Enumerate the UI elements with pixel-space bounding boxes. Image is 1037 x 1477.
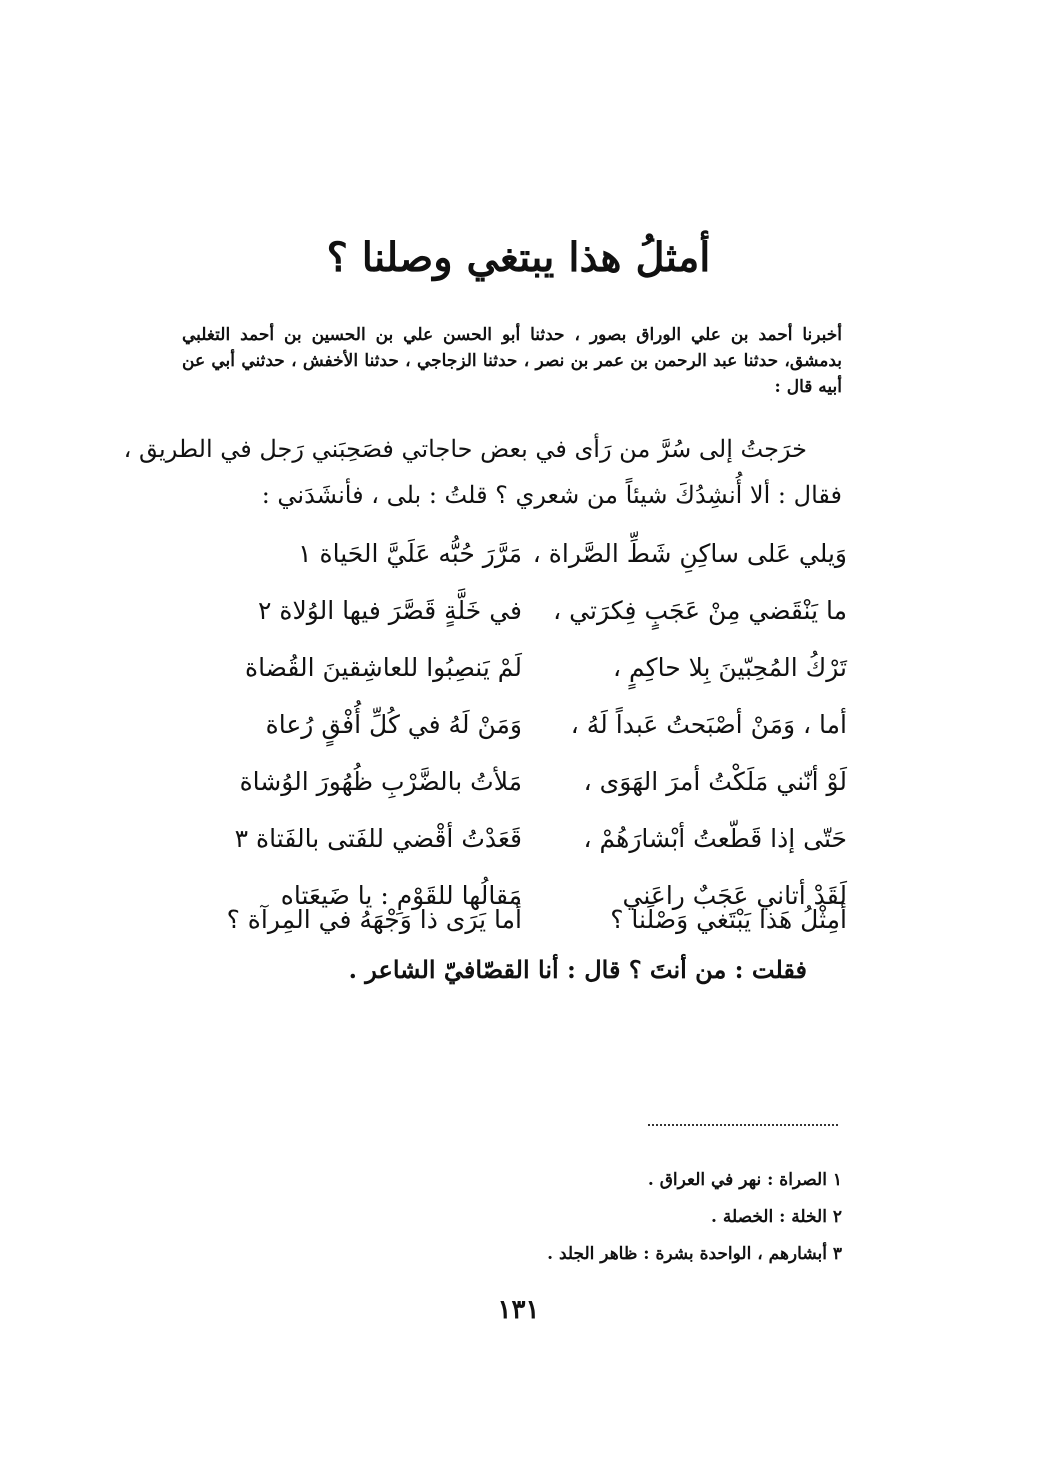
- verse-line: [207, 696, 847, 754]
- footnotes: [182, 1162, 842, 1273]
- footnote-item: ١ الصراة : نهر في العراق .: [647, 1170, 842, 1190]
- verse-line: [207, 639, 847, 697]
- verse-second-hemistich: قَعَدْتُ أقْضي للفَتى بالفَتاة ٣: [234, 824, 522, 853]
- verse-first-hemistich: لَوْ أنّني مَلَكْتُ أمرَ الهَوَى ،: [583, 767, 847, 796]
- footnote-item: ٣ أبشارهم ، الواحدة بشرة : ظاهر الجلد .: [547, 1244, 842, 1264]
- verse-second-hemistich: في خَلَّةٍ قَصَّرَ فيها الوُلاة ٢: [258, 596, 522, 625]
- page-title: أمثلُ هذا يبتغي وصلنا ؟: [326, 234, 711, 281]
- verse-first-hemistich: حَتّى إذا قَطّعتُ أبْشارَهُمْ ،: [583, 824, 847, 853]
- verse-second-hemistich: لَمْ يَنصِبُوا للعاشِقينَ القُضاة: [244, 653, 522, 682]
- verse-first-hemistich: تَرْكُ المُحِبّينَ بِلا حاكِمٍ ،: [613, 653, 847, 682]
- page-number: ١٣١: [497, 1295, 540, 1325]
- verse-second-hemistich: وَمَنْ لَهُ في كُلِّ أُفْقٍ رُعاة: [265, 710, 522, 739]
- closing-line: فقلت : من أنتَ ؟ قال : أنا القصّافيّ الشاعر .: [348, 955, 807, 984]
- verse-line: [207, 753, 847, 811]
- verse-line: [207, 525, 847, 583]
- footnote-item: ٢ الخلة : الخصلة .: [711, 1207, 842, 1227]
- prose-line-1: خرَجتُ إلى سُرَّ من رَأى في بعض حاجاتي فصَحِبَني رَجل في الطريق ،: [123, 435, 807, 463]
- verse-first-hemistich: أما ، وَمَنْ أصْبَحتُ عَبداً لَهُ ،: [570, 710, 847, 739]
- verse-line: [207, 891, 847, 949]
- footnote-separator: [648, 1124, 838, 1126]
- verse-first-hemistich: أمِثْلُ هَذا يَبْتَغي وَصْلَنا ؟: [610, 905, 847, 934]
- verse-second-hemistich: مَقالُها للقَوْمِ : يا ضَيعَتاه: [280, 881, 522, 910]
- verse-line: [207, 810, 847, 868]
- verse-first-hemistich: ما يَنْقَضي مِنْ عَجَبٍ فِكرَتي ،: [553, 596, 847, 625]
- verse-second-hemistich: مَرَّرَ حُبُّه عَلَيَّ الحَياة ١: [298, 539, 522, 568]
- verse-second-hemistich: أما يَرَى ذا وَجْهَهُ في المِرآة ؟: [226, 905, 522, 934]
- prose-line-2: فقال : ألا أُنشِدُكَ شيئاً من شعري ؟ قلتُ : بلى ، فأنشَدَني :: [261, 481, 842, 509]
- verse-first-hemistich: وَيلي عَلى ساكِنِ شَطِّ الصَّراة ،: [532, 539, 847, 568]
- verse-first-hemistich: لَقَدْ أتاني عَجَبٌ راعَني: [622, 881, 847, 910]
- verse-second-hemistich: مَلأتُ بالضَّرْبِ ظُهُورَ الوُشاة: [239, 767, 522, 796]
- isnad-paragraph: أخبرنا أحمد بن علي الوراق بصور ، حدثنا أبو الحسن علي بن الحسين بن أحمد التغلبي بدمشق، حدثنا عبد الرحمن بن عمر بن نصر ، حدثنا الزجاجي ، حدثنا الأخفش ، حدثني أبي عن أبيه قال :: [182, 325, 842, 397]
- verse-line: [207, 582, 847, 640]
